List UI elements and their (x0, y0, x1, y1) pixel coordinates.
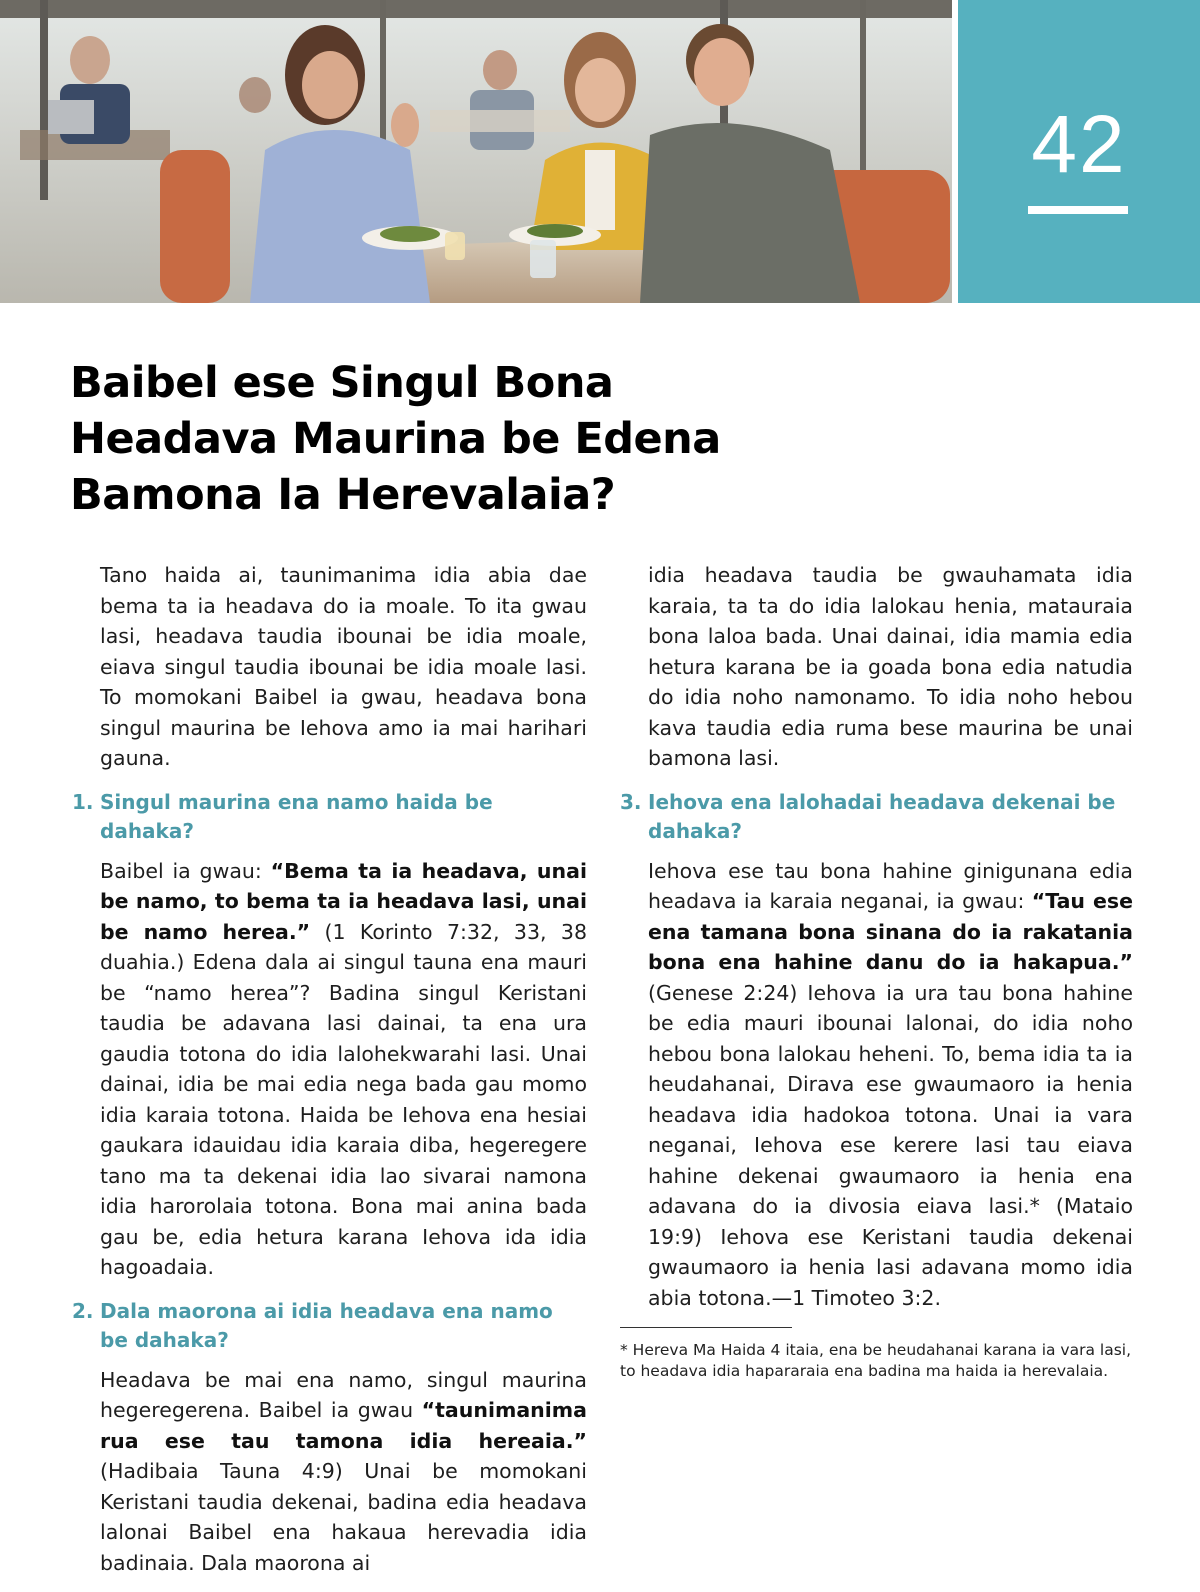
footnote-divider (620, 1327, 792, 1328)
footnote: * Hereva Ma Haida 4 itaia, ena be heudahanai karana ia vara lasi, to headava idia hapararaia ena badina ma haida ia herevalaia. (620, 1341, 1132, 1380)
question-1-number: 1. (72, 789, 94, 814)
answer-3-quote: “Tau ese ena tamana bona sinana do ia rakatania bona ena hahine danu do ia hakapua.” (648, 889, 1134, 974)
intro-paragraph: Tano haida ai, taunimanima idia abia dae bema ta ia headava do ia moale. To ita gwau lasi, headava taudia ibounai be idia moale, eiava singul taudia ibounai be idia moale lasi. To momokani Baibel ia gwau, headava bona singul maurina be Iehova amo ia mai harihari gauna. (100, 563, 587, 770)
question-2-text: Dala maorona ai idia headava ena namo be dahaka? (100, 1298, 553, 1352)
title-line-1: Baibel ese Singul Bona (70, 358, 614, 408)
answer-1-pre: Baibel ia gwau: (100, 858, 271, 883)
header-photo (0, 0, 952, 303)
answer-1-quote: “Bema ta ia headava, unai be namo, to bema ta ia headava lasi, unai be namo herea.” (100, 858, 587, 944)
question-3-text: Iehova ena lalohadai headava dekenai be dahaka? (648, 789, 1116, 843)
answer-2-paragraph (72, 1365, 587, 1579)
answer-3-post: (Genese 2:24) Iehova ia ura tau bona hahine be edia mauri ibounai lalonai, do idia noho hebou bona lalokau heheni. To, bema idia ta ia heudahanai, Dirava ese gwaumaoro ia henia headava idia hadokoa totona. Unai ia vara neganai, Iehova ese kerere lasi tau eiava hahine dekenai gwaumaoro ia henia ena adavana do ia divosia eiava lasi.* (Mataio 19:9) Iehova ese Keristani taudia dekenai gwaumaoro ia henia lasi adavana momo idia abia totona.—1 Timoteo 3:2. (648, 980, 1133, 1310)
page-title (70, 355, 830, 523)
answer-2-quote: “taunimanima rua ese tau tamona idia hereaia.” (100, 1398, 587, 1453)
lesson-number-box (958, 0, 1200, 303)
question-2-number: 2. (72, 1298, 94, 1323)
question-3 (620, 788, 1133, 846)
title-line-3: Bamona Ia Herevalaia? (70, 470, 616, 520)
question-1-text: Singul maurina ena namo haida be dahaka? (100, 789, 493, 843)
answer-1-paragraph (72, 856, 587, 1283)
answer-2-pre: Headava be mai ena namo, singul maurina hegeregerena. Baibel ia gwau (100, 1367, 587, 1422)
lesson-number-underline (1028, 206, 1128, 214)
title-line-2: Headava Maurina be Edena (70, 414, 721, 464)
right-column (620, 560, 1133, 1382)
question-2 (72, 1297, 587, 1355)
answer-1-post: (1 Korinto 7:32, 33, 38 duahia.) Edena dala ai singul tauna ena mauri be “namo herea”? Badina singul Keristani taudia be adavana lasi dainai, ta ena ura gaudia totona do idia lalohekwarahi lasi. Unai dainai, idia be mai edia nega bada gau momo idia karaia totona. Haida be Iehova ena hesiai gaukara idauidau idia karaia diba, hegeregere tano ma ta dekenai idia lao sivarai namona idia harorolaia totona. Bona mai anina bada gau be, edia hetura karana Iehova ida idia hagoadaia. (100, 919, 587, 1279)
answer-2-post: (Hadibaia Tauna 4:9) Unai be momokani Keristani taudia dekenai, badina edia headava lalonai Baibel ena hakaua herevadia idia badinaia. Dala maorona ai (100, 1459, 587, 1575)
answer-3-pre: Iehova ese tau bona hahine ginigunana edia headava ia karaia neganai, ia gwau: (648, 858, 1133, 913)
answer-3-paragraph (620, 856, 1133, 1314)
question-1 (72, 788, 587, 846)
lesson-number: 42 (1031, 99, 1127, 190)
cafe-scene-illustration (0, 0, 952, 303)
left-column (72, 560, 587, 1592)
question-3-number: 3. (620, 789, 642, 814)
answer-2-continued: idia headava taudia be gwauhamata idia karaia, ta ta do idia lalokau henia, matauraia bona laloa bada. Unai dainai, idia mamia edia hetura karana be ia goada bona edia natudia do idia noho namonamo. To idia noho hebou kava taudia edia ruma bese maurina be unai bamona lasi. (648, 563, 1133, 770)
